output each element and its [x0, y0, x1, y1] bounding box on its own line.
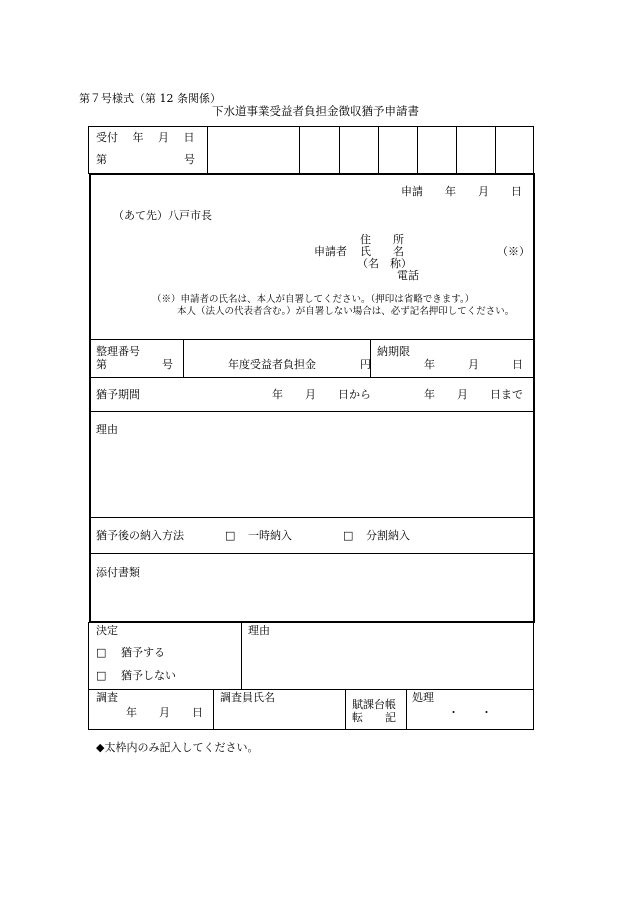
phone-label: 電話: [397, 269, 419, 282]
receipt-number-cells: [300, 126, 534, 174]
attachments-label: 添付書類: [96, 566, 140, 579]
control-number-label: 整理番号: [96, 345, 140, 358]
footer-note: ◆太枠内のみ記入してください。: [96, 741, 259, 754]
option-installment: 分割納入: [366, 529, 410, 542]
address-label: 住 所: [360, 233, 404, 246]
signature-note-2: 本人（法人の代表者含む。）が自署しない場合は、必ず記名押印してください。: [177, 306, 515, 317]
control-number-sub: 第 号: [96, 358, 173, 371]
deferral-period-label: 猶予期間: [96, 388, 140, 401]
fiscal-amount: 年度受益者負担金 円: [228, 358, 371, 371]
addressee: （あて先）八戸市長: [113, 209, 212, 222]
process-dots: ・ ・: [448, 706, 492, 719]
checkbox-deny[interactable]: □: [96, 669, 107, 682]
form-title: 下水道事業受益者負担金徴収猶予申請書: [212, 104, 419, 118]
reason-label: 理由: [96, 423, 118, 436]
decision-label: 決定: [96, 624, 118, 637]
checkbox-grant[interactable]: □: [96, 646, 107, 659]
receipt-number: 第 号: [96, 153, 195, 166]
option-deny: 猶予しない: [121, 669, 176, 682]
process-label: 処理: [412, 691, 434, 704]
form-number: 第７号様式（第 12 条関係）: [79, 92, 221, 105]
name-label: 氏 名: [360, 245, 404, 258]
signature-note-1: （※）申請者の氏名は、本人が自署してください。（押印は省略できます。）: [152, 294, 475, 305]
option-lump-sum: 一時納入: [248, 529, 292, 542]
signature-mark: （※）: [497, 245, 530, 258]
ledger-label-1: 賦課台帳: [352, 698, 396, 711]
due-label: 納期限: [377, 345, 410, 358]
surveyor-name-label: 調査員氏名: [220, 691, 275, 704]
payment-method-label: 猶予後の納入方法: [96, 529, 184, 542]
application-date: 申請 年 月 日: [401, 185, 522, 198]
survey-date: 年 月 日: [126, 706, 203, 719]
receipt-date: 受付 年 月 日: [96, 131, 195, 144]
checkbox-installment[interactable]: □: [343, 529, 354, 542]
due-date: 年 月 日: [424, 358, 523, 371]
name-sub-label: （名 称）: [357, 257, 412, 270]
checkbox-lump-sum[interactable]: □: [225, 529, 236, 542]
survey-label: 調査: [96, 691, 118, 704]
ledger-label-2: 転 記: [352, 711, 396, 724]
decision-reason-label: 理由: [248, 624, 270, 637]
applicant-label: 申請者: [314, 245, 347, 258]
deferral-to: 年 月 日まで: [424, 388, 523, 401]
deferral-from: 年 月 日から: [272, 388, 371, 401]
option-grant: 猶予する: [121, 646, 165, 659]
